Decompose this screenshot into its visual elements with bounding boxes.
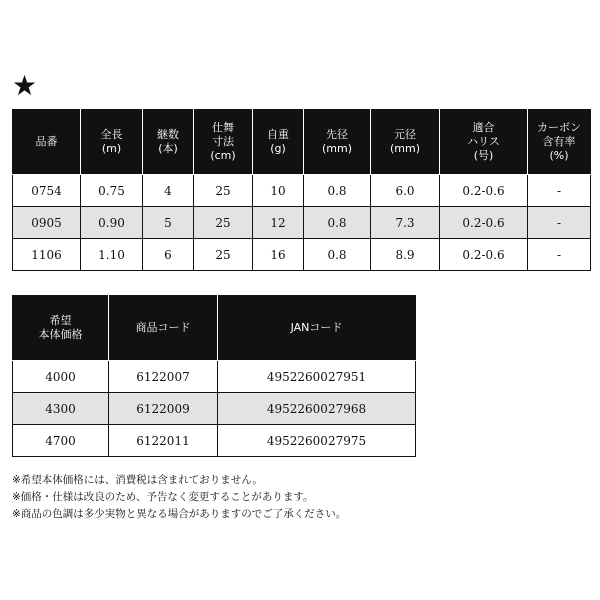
table-cell: - — [528, 207, 591, 239]
table-cell: 8.9 — [371, 239, 440, 271]
header-list-price: 希望 本体価格 — [13, 296, 109, 361]
price-header-row — [13, 296, 416, 361]
table-cell: 6122009 — [109, 393, 218, 425]
header-jan-code: JANコード — [218, 296, 416, 361]
table-cell: 6 — [143, 239, 194, 271]
table-row — [13, 425, 416, 457]
spec-header-row — [13, 110, 591, 175]
table-cell: 4000 — [13, 361, 109, 393]
header-product-code: 商品コード — [109, 296, 218, 361]
table-cell: 16 — [253, 239, 304, 271]
table-cell: 25 — [194, 239, 253, 271]
table-cell: 4700 — [13, 425, 109, 457]
table-cell: 6122007 — [109, 361, 218, 393]
table-cell: 0905 — [13, 207, 81, 239]
table-cell: 0.2-0.6 — [440, 207, 528, 239]
header-total-length: 全長 (m) — [81, 110, 143, 175]
table-cell: 25 — [194, 207, 253, 239]
table-cell: 4952260027951 — [218, 361, 416, 393]
star-marker-icon: ★ — [12, 69, 38, 102]
table-cell: 1.10 — [81, 239, 143, 271]
table-cell: 0.8 — [304, 207, 371, 239]
header-closed-length: 仕舞 寸法 (cm) — [194, 110, 253, 175]
header-tip-diameter: 先径 (mm) — [304, 110, 371, 175]
table-cell: 12 — [253, 207, 304, 239]
header-suitable-line: 適合 ハリス (号) — [440, 110, 528, 175]
table-row — [13, 175, 591, 207]
table-cell: 25 — [194, 175, 253, 207]
note-color: ※商品の色調は多少実物と異なる場合がありますのでご了承ください。 — [12, 508, 347, 520]
table-cell: 0.90 — [81, 207, 143, 239]
table-cell: 4952260027968 — [218, 393, 416, 425]
table-cell: 5 — [143, 207, 194, 239]
table-cell: - — [528, 175, 591, 207]
header-sections: 継数 (本) — [143, 110, 194, 175]
table-row — [13, 207, 591, 239]
table-cell: 4952260027975 — [218, 425, 416, 457]
header-butt-diameter: 元径 (mm) — [371, 110, 440, 175]
table-cell: 4300 — [13, 393, 109, 425]
table-cell: 0.2-0.6 — [440, 239, 528, 271]
note-tax: ※希望本体価格には、消費税は含まれておりません。 — [12, 474, 263, 486]
price-table — [12, 295, 416, 457]
table-cell: 0.75 — [81, 175, 143, 207]
spec-table — [12, 109, 591, 271]
table-cell: 6122011 — [109, 425, 218, 457]
note-spec-change: ※価格・仕様は改良のため、予告なく変更することがあります。 — [12, 491, 314, 503]
table-row — [13, 393, 416, 425]
header-carbon-content: カーボン 含有率 (%) — [528, 110, 591, 175]
notes — [12, 472, 346, 523]
table-cell: 0.8 — [304, 175, 371, 207]
table-row — [13, 361, 416, 393]
table-cell: 0754 — [13, 175, 81, 207]
table-cell: 0.2-0.6 — [440, 175, 528, 207]
table-cell: 7.3 — [371, 207, 440, 239]
table-cell: 1106 — [13, 239, 81, 271]
table-cell: 0.8 — [304, 239, 371, 271]
table-cell: - — [528, 239, 591, 271]
table-row — [13, 239, 591, 271]
header-product-number: 品番 — [13, 110, 81, 175]
header-weight: 自重 (g) — [253, 110, 304, 175]
table-cell: 10 — [253, 175, 304, 207]
table-cell: 4 — [143, 175, 194, 207]
table-cell: 6.0 — [371, 175, 440, 207]
